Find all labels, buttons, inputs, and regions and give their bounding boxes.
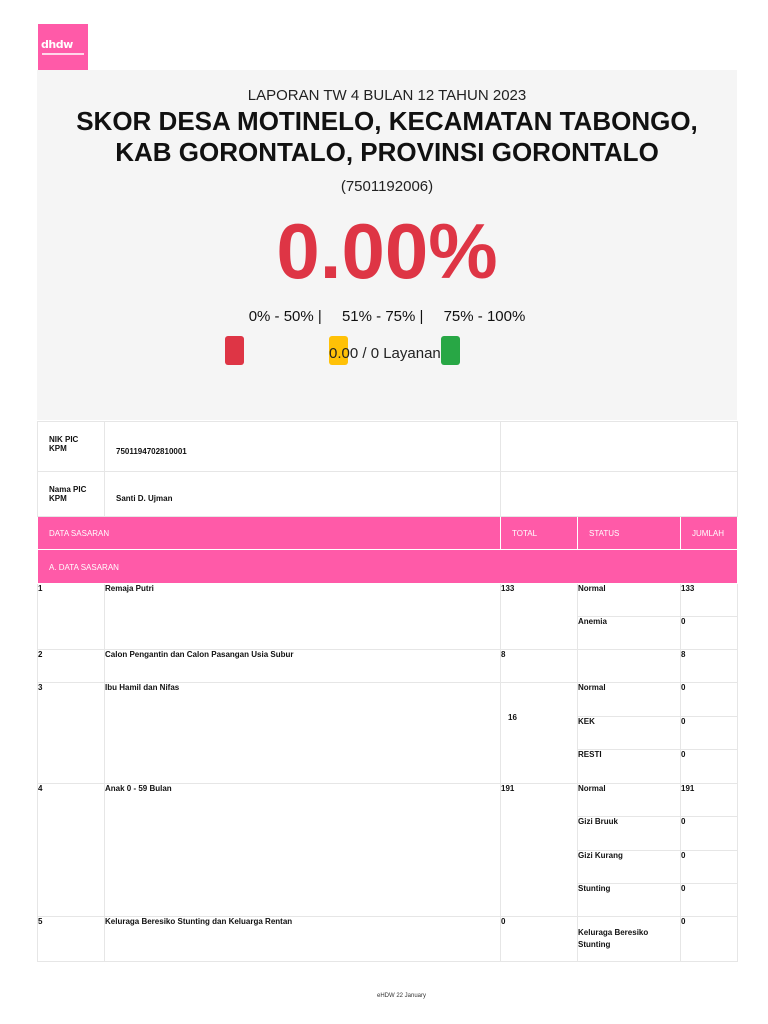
row-status: RESTI xyxy=(578,750,681,784)
row-status: Gizi Kurang xyxy=(578,851,681,884)
row-total: 133 xyxy=(501,584,578,650)
row-status: Normal xyxy=(578,784,681,817)
logo-underline xyxy=(42,53,84,55)
info-value: Santi D. Ujman xyxy=(105,472,501,517)
table-header xyxy=(38,517,738,550)
info-empty xyxy=(501,472,738,517)
row-jumlah: 0 xyxy=(681,851,738,884)
row-status: Stunting xyxy=(578,884,681,917)
col-data-sasaran: DATA SASARAN xyxy=(38,517,501,550)
row-number: 5 xyxy=(38,917,105,962)
col-jumlah: JUMLAH xyxy=(681,517,738,550)
title-line-2: KAB GORONTALO, PROVINSI GORONTALO xyxy=(115,137,659,167)
row-total: 191 xyxy=(501,784,578,917)
section-row xyxy=(38,550,738,584)
row-jumlah: 133 xyxy=(681,584,738,617)
col-total: TOTAL xyxy=(501,517,578,550)
title-line-1: SKOR DESA MOTINELO, KECAMATAN TABONGO, xyxy=(76,106,698,136)
row-status: KEK xyxy=(578,717,681,750)
red-swatch xyxy=(225,336,244,365)
row-name: Remaja Putri xyxy=(105,584,501,650)
footer-text: eHDW 22 January xyxy=(377,993,427,999)
row-status: Gizi Bruuk xyxy=(578,817,681,851)
row-jumlah: 0 xyxy=(681,884,738,917)
row-total: 0 xyxy=(501,917,578,962)
row-name: Keluraga Beresiko Stunting dan Keluarga Rentan xyxy=(105,917,501,962)
row-total: 8 xyxy=(501,650,578,683)
range-low: 0% - 50% | xyxy=(248,308,322,325)
score-ranges xyxy=(37,308,737,325)
data-table xyxy=(37,421,738,962)
village-code: (7501192006) xyxy=(340,178,434,195)
row-jumlah: 0 xyxy=(681,917,738,962)
logo-text: dhdw xyxy=(41,38,73,51)
row-number: 2 xyxy=(38,650,105,683)
table-row xyxy=(38,584,738,617)
row-jumlah: 191 xyxy=(681,784,738,817)
row-status: Normal xyxy=(578,683,681,717)
row-name: Calon Pengantin dan Calon Pasangan Usia Subur xyxy=(105,650,501,683)
info-label: NIK PIC KPM xyxy=(38,422,105,472)
table-row xyxy=(38,917,738,962)
logo xyxy=(38,24,88,71)
report-label: LAPORAN TW 4 BULAN 12 TAHUN 2023 xyxy=(247,87,527,104)
row-jumlah: 0 xyxy=(681,817,738,851)
row-jumlah: 8 xyxy=(681,650,738,683)
row-status: Keluraga Beresiko Stunting xyxy=(578,917,681,962)
info-value: 7501194702810001 xyxy=(105,422,501,472)
section-label: A. DATA SASARAN xyxy=(38,550,738,584)
row-name: Ibu Hamil dan Nifas xyxy=(105,683,501,784)
services-count: 0.00 / 0 Layanan xyxy=(329,345,441,362)
range-high: 75% - 100% xyxy=(443,308,526,325)
col-status: STATUS xyxy=(578,517,681,550)
row-status: Anemia xyxy=(578,617,681,650)
table-row xyxy=(38,784,738,817)
row-total: 16 xyxy=(501,683,578,784)
green-swatch xyxy=(441,336,460,365)
info-label: Nama PIC KPM xyxy=(38,472,105,517)
info-row-nik xyxy=(38,422,738,472)
row-number: 1 xyxy=(38,584,105,650)
row-jumlah: 0 xyxy=(681,717,738,750)
row-status xyxy=(578,650,681,683)
table-row xyxy=(38,683,738,717)
info-empty xyxy=(501,422,738,472)
row-jumlah: 0 xyxy=(681,617,738,650)
score-value: 0.00% xyxy=(276,207,498,295)
row-number: 4 xyxy=(38,784,105,917)
row-number: 3 xyxy=(38,683,105,784)
info-row-name xyxy=(38,472,738,517)
range-mid: 51% - 75% | xyxy=(341,308,424,325)
page-title xyxy=(37,106,737,168)
score-header xyxy=(37,70,737,420)
row-jumlah: 0 xyxy=(681,750,738,784)
row-jumlah: 0 xyxy=(681,683,738,717)
row-status: Normal xyxy=(578,584,681,617)
table-row xyxy=(38,650,738,683)
row-name: Anak 0 - 59 Bulan xyxy=(105,784,501,917)
